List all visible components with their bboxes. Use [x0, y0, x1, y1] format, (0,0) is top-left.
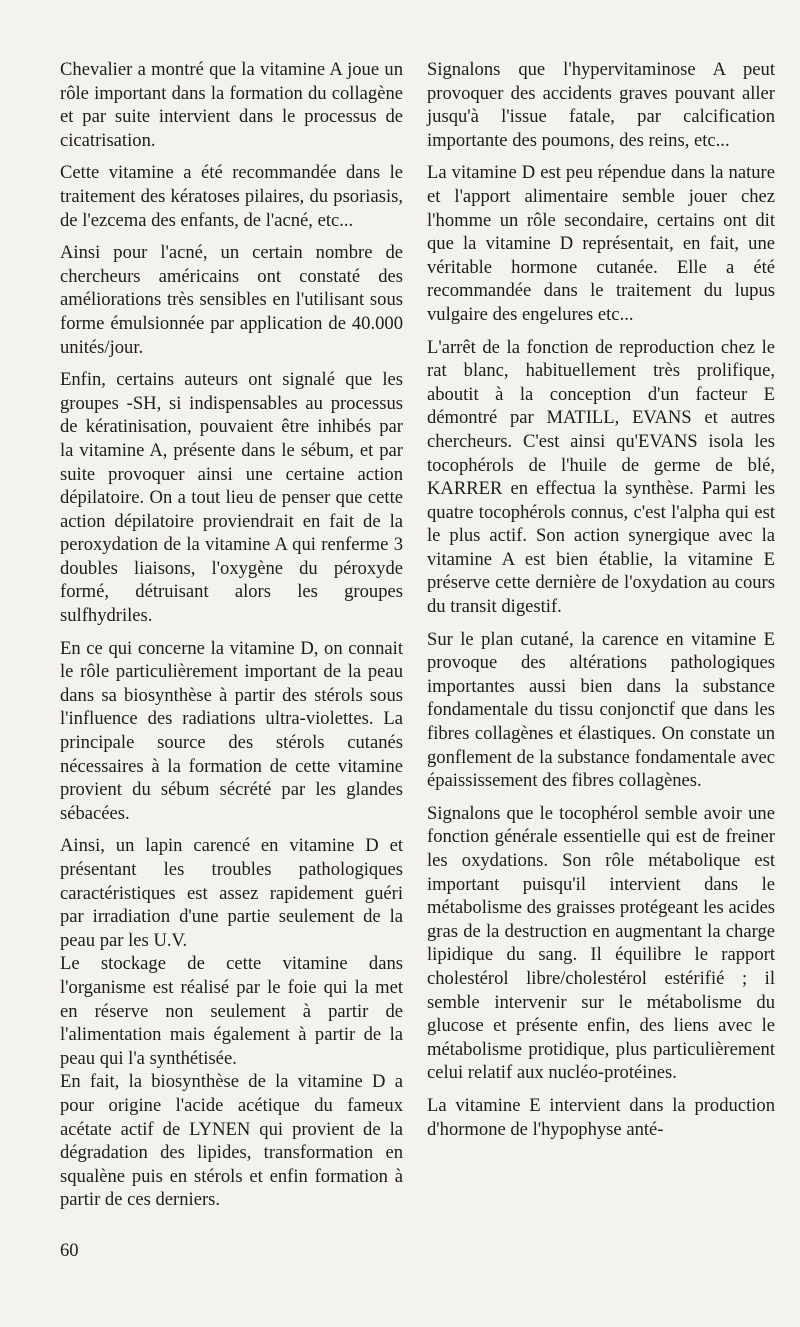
paragraph: En fait, la biosynthèse de la vitamine D a pour origine l'acide acétique du fameux acétate actif de LYNEN qui provient de la dégradation des lipides, transformation en squalène puis en stérols et enfin formation à partir de ces derniers. — [60, 1071, 403, 1211]
paragraph: Cette vitamine a été recommandée dans le traitement des kératoses pilaires, du psoriasis, de l'ezcema des enfants, de l'acné, etc... — [60, 162, 403, 231]
paragraph: En ce qui concerne la vitamine D, on connait le rôle particulièrement important de la peau dans sa biosynthèse à partir des stérols sous l'influence des radiations ultra-violettes. La principale source des stérols cutanés nécessaires à la formation de cette vitamine provient du sébum sécrété par les glandes sébacées. — [60, 637, 403, 824]
paragraph: L'arrêt de la fonction de reproduction chez le rat blanc, habituellement très prolifique, aboutit à la conception d'un facteur E démontré par MATILL, EVANS et autres chercheurs. C'est ainsi qu'EVANS isola les tocophérols de l'huile de germe de blé, KARRER en effectua la synthèse. Parmi les quatre tocophérols connus, c'est l'alpha qui est le plus actif. Son action synergique avec la vitamine A est bien établie, la vitamine E préserve cette dernière de l'oxydation au cours du transit digestif. — [427, 336, 775, 618]
right-text-column — [427, 58, 775, 1150]
paragraph: Sur le plan cutané, la carence en vitamine E provoque des altérations pathologiques importantes aussi bien dans la substance fondamentale du tissu conjonctif que dans les fibres collagènes et élastiques. On constate un gonflement de la substance fondamentale avec épaississement des fibres collagènes. — [427, 628, 775, 792]
paragraph: Le stockage de cette vitamine dans l'organisme est réalisé par le foie qui la met en réserve non seulement à partir de l'alimentation mais également à partir de la peau qui l'a synthétisée. — [60, 953, 403, 1069]
paragraph: Ainsi pour l'acné, un certain nombre de chercheurs américains ont constaté des améliorations très sensibles en l'utilisant sous forme émulsionnée par application de 40.000 unités/jour. — [60, 242, 403, 358]
paragraph: Chevalier a montré que la vitamine A joue un rôle important dans la formation du collagène et par suite intervient dans le processus de cicatrisation. — [60, 59, 403, 151]
left-text-column — [60, 58, 403, 1221]
paragraph: Enfin, certains auteurs ont signalé que les groupes -SH, si indispensables au processus de kératinisation, pouvaient être inhibés par la vitamine A, présente dans le sébum, et par suite provoquer ainsi une certaine action dépilatoire. On a tout lieu de penser que cette action dépilatoire proviendrait en fait de la peroxydation de la vitamine A qui renferme 3 doubles liaisons, l'oxygène du péroxyde formé, détruisant alors les groupes sulfhydriles. — [60, 369, 403, 627]
paragraph: Signalons que le tocophérol semble avoir une fonction générale essentielle qui est de freiner les oxydations. Son rôle métabolique est important puisqu'il intervient dans le métabolisme des graisses protégeant les acides gras de la destruction en augmentant la charge lipidique du sang. Il équilibre le rapport cholestérol libre/cholestérol estérifié ; il semble intervenir sur le métabolisme du glucose et présente enfin, des liens avec le métabolisme protidique, plus particulièrement celui relatif aux nucléo-protéines. — [427, 802, 775, 1084]
paragraph: La vitamine E intervient dans la production d'hormone de l'hypophyse anté- — [427, 1094, 775, 1140]
page-number: 60 — [60, 1240, 79, 1261]
paragraph: Ainsi, un lapin carencé en vitamine D et présentant les troubles pathologiques caractéristiques est assez rapidement guéri par irradiation d'une partie seulement de la peau par les U.V. — [60, 835, 403, 951]
paragraph: La vitamine D est peu répendue dans la nature et l'apport alimentaire semble jouer chez l'homme un rôle secondaire, certains ont dit que la vitamine D représentait, en fait, une véritable hormone cutanée. Elle a été recommandée dans le traitement du lupus vulgaire des engelures etc... — [427, 162, 775, 325]
paragraph: Signalons que l'hypervitaminose A peut provoquer des accidents graves pouvant aller jusqu'à l'issue fatale, par calcification importante des poumons, des reins, etc... — [427, 59, 775, 151]
